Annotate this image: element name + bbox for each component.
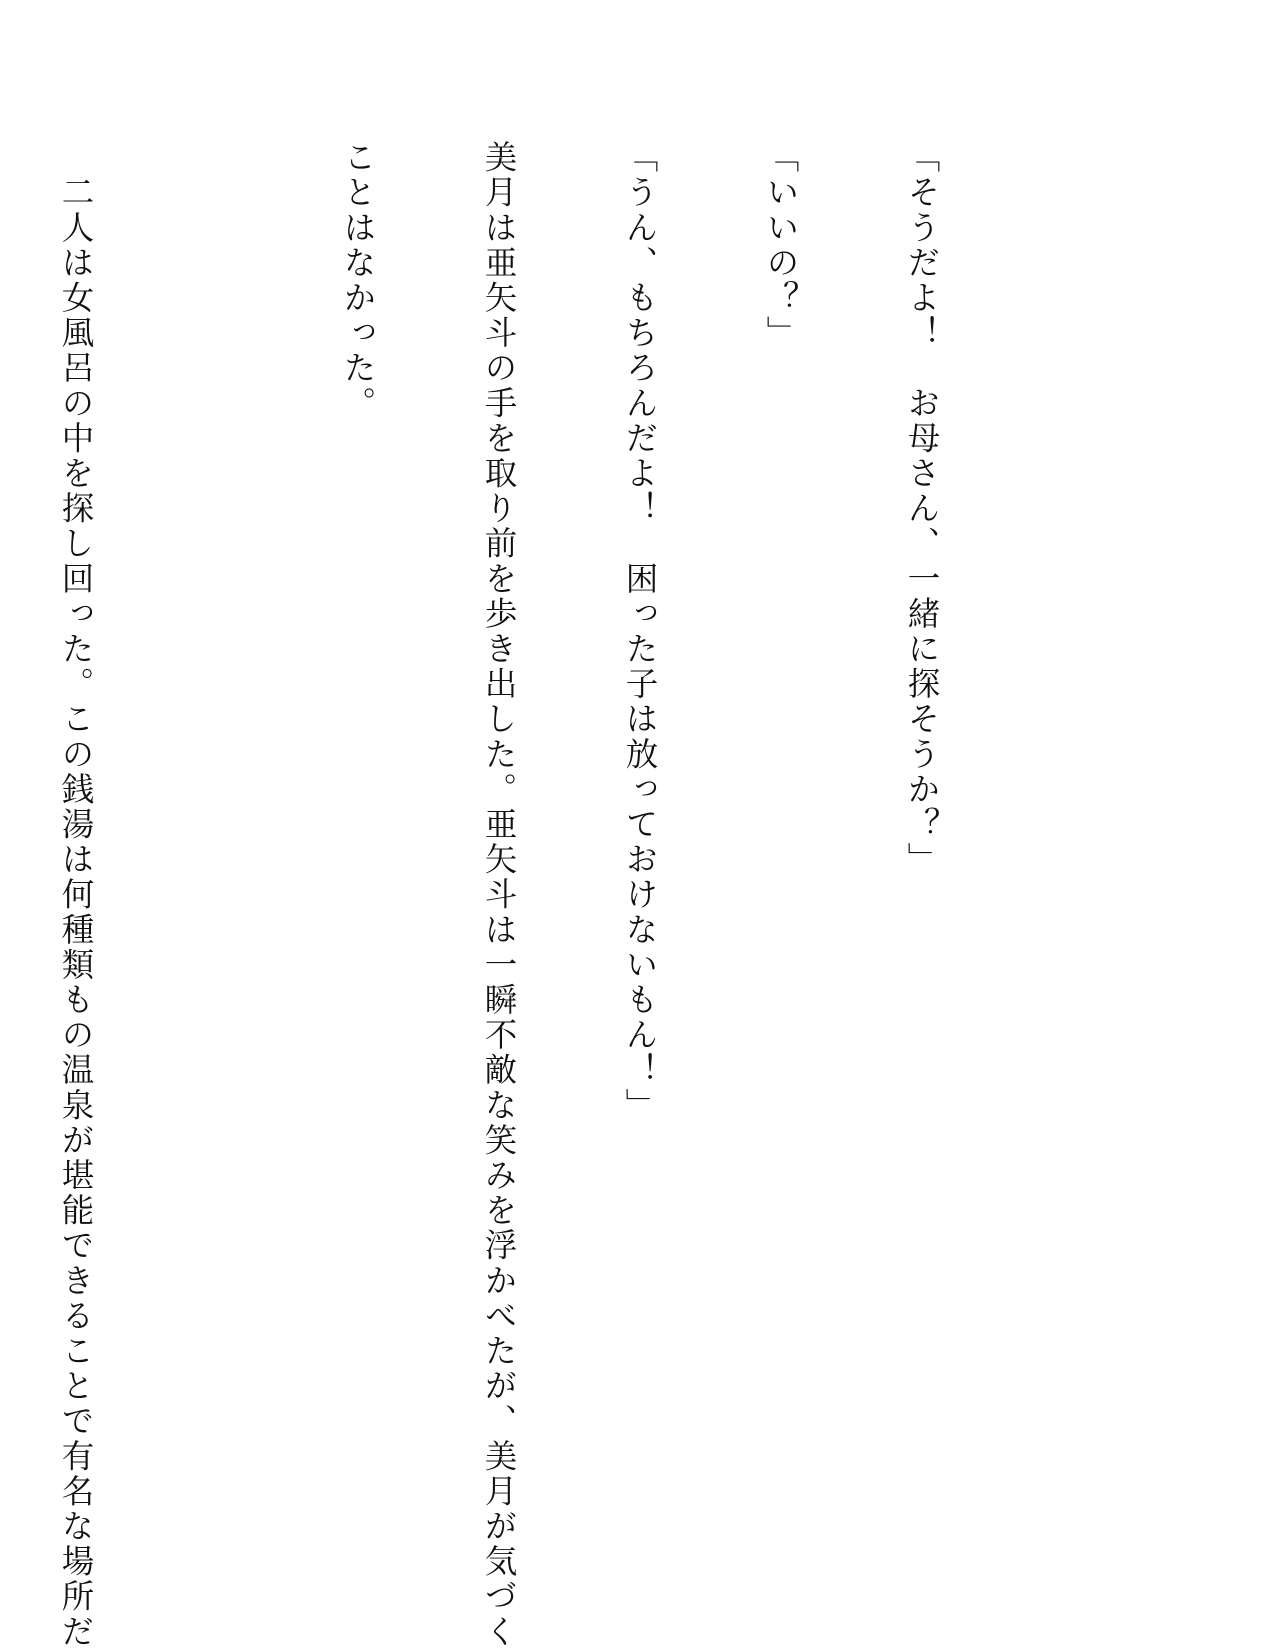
narration-line: ことはなかった。 xyxy=(339,140,377,421)
narration-line: 二人は女風呂の中を探し回った。この銭湯は何種類もの温泉が堪能できることで有名な場所だ xyxy=(57,140,95,1650)
dialogue-line: 「いいの？」 xyxy=(762,140,800,351)
paragraph-break xyxy=(193,140,240,1560)
dialogue-line: 「そうだよ！ お母さん、一緒に探そうか？」 xyxy=(903,140,941,878)
vertical-text-body xyxy=(0,140,1039,1650)
narration-line: 美月は亜矢斗の手を取り前を歩き出した。亜矢斗は一瞬不敵な笑みを浮かべたが、美月が気づく xyxy=(480,140,518,1650)
dialogue-line: 「うん、もちろんだよ！ 困った子は放っておけないもん！」 xyxy=(621,140,659,1123)
